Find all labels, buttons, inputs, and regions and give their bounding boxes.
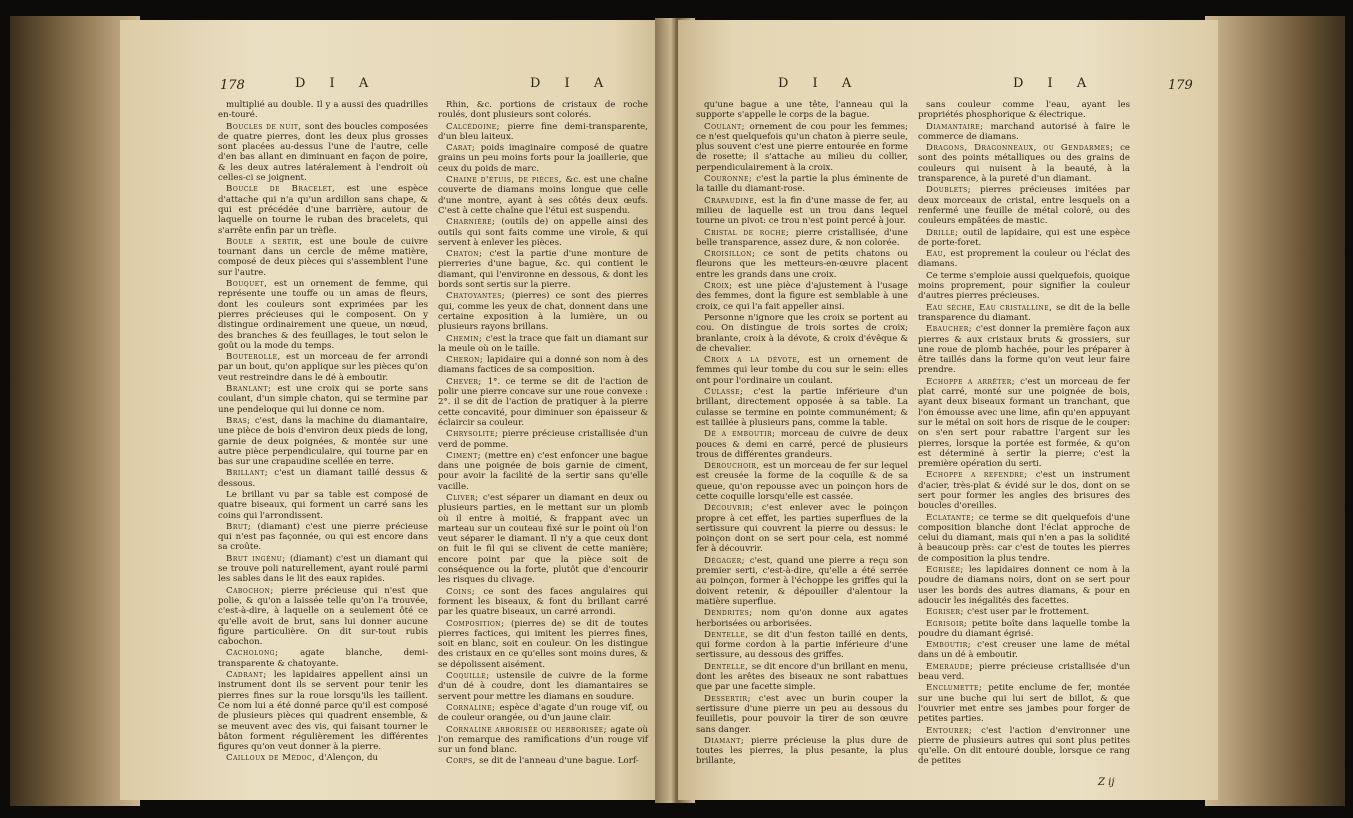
entry-term: Boucle de Bracelet, bbox=[226, 184, 347, 195]
entry-term: Ciment; bbox=[446, 450, 485, 461]
entry-text: ornement de cou pour les femmes; ce n'est quelquefois qu'un chaton à pierre seule, plus souvent c'est une pierre entourée en forme de rosette; il s'attache au milieu du collier, perpendiculairement à la croix. bbox=[696, 121, 908, 173]
entry-term: Bouquet, bbox=[226, 279, 275, 290]
entry-text: (diamant) c'est une pierre précieuse qui n'est pas façonnée, ou qui est encore dans sa croûte. bbox=[218, 521, 428, 553]
dictionary-entry bbox=[218, 100, 428, 121]
dictionary-entry bbox=[918, 607, 1130, 617]
dictionary-entry bbox=[696, 228, 908, 249]
entry-term: Dentelle, bbox=[704, 629, 754, 640]
entry-text: (outils de) on appelle ainsi des outils qui sont faits comme une virole, & qui servent à enlever les pièces. bbox=[438, 217, 648, 248]
dictionary-entry bbox=[218, 554, 428, 585]
entry-term: Eclatante; bbox=[926, 512, 979, 523]
entry-term: Chever; bbox=[446, 376, 488, 387]
dictionary-entry bbox=[218, 237, 428, 278]
entry-term: Eau sèche, Eau cristalline, bbox=[926, 302, 1057, 313]
entry-text: est une boule de cuivre tournant dans un cercle de même matière, composé de deux pièces qui s'assemblent l'une sur l'autre. bbox=[218, 236, 428, 278]
dictionary-entry bbox=[438, 429, 648, 450]
dictionary-entry bbox=[438, 100, 648, 121]
entry-term: Egriser; bbox=[926, 607, 968, 618]
entry-term: Corps, bbox=[446, 756, 480, 767]
entry-text: est une espèce d'attache qui n'a qu'un ardillon sans chape, & qui est précédée d'une barrière, autour de laquelle on tourne le ruban des bracelets, qui s'arrête enfin par un trèfle. bbox=[218, 184, 428, 236]
entry-term: Cornaline; bbox=[446, 702, 500, 713]
entry-term: Coins; bbox=[446, 586, 484, 597]
entry-text: c'est enlever avec le poinçon propre à cet effet, les parties superflues de la sertissure qui couvrent la pierre ou dessus: le poinçon dont on se sert pour cela, est nommé fer à découvrir. bbox=[696, 503, 908, 555]
entry-term: Enclumette; bbox=[926, 683, 989, 694]
entry-text: (pierres de) se dit de toutes pierres factices, qui imitent les pierres fines, soit en blanc, soit en couleur. On les distingue des cristaux en ce qu'elles sont moins dures, & se dépolissent aisément. bbox=[438, 618, 648, 670]
dictionary-entry bbox=[918, 271, 1130, 302]
entry-text: c'est creuser une lame de métal dans un dé à emboutir. bbox=[918, 640, 1130, 661]
dictionary-entry bbox=[696, 174, 908, 195]
dictionary-entry bbox=[918, 122, 1130, 143]
entry-text: 1°. ce terme se dit de l'action de polir une pierre concave sur une roue convexe : 2°. il se dit de l'action de pratiquer à la pierre cette concavité, pour diminuer son épaisseur & éclaircir sa couleur. bbox=[438, 376, 648, 428]
entry-term: Charnière; bbox=[446, 217, 502, 228]
right-column-2 bbox=[918, 100, 1130, 768]
dictionary-entry bbox=[218, 522, 428, 553]
dictionary-entry bbox=[918, 565, 1130, 606]
dictionary-entry bbox=[696, 122, 908, 173]
dictionary-entry bbox=[438, 334, 648, 355]
dictionary-entry bbox=[918, 324, 1130, 375]
entry-text: (diamant) c'est un diamant qui se trouve poli naturellement, ayant roulé parmi les sables dans le lit des eaux rapides. bbox=[218, 553, 428, 585]
entry-text: lapidaire qui a donné son nom à des diamans factices de sa composition. bbox=[438, 355, 648, 376]
dictionary-entry bbox=[696, 662, 908, 693]
entry-term: Diamant; bbox=[704, 735, 751, 746]
entry-text: agate où l'on remarque des ramifications d'un rouge vif sur un fond blanc. bbox=[438, 724, 648, 756]
signature-mark: Z ij bbox=[1098, 777, 1115, 788]
entry-text: pierre précieuse qui n'est que polie, & qu'on a laissée telle qu'on l'a trouvée, c'est-à-dire, à laquelle on a seulement ôté ce qu'elle avoit de brut, sans lui donner aucune figure particulière. On dit sur-tout rubis cabochon. bbox=[218, 585, 428, 648]
dictionary-entry bbox=[218, 384, 428, 415]
entry-term: Chemin; bbox=[446, 333, 486, 344]
entry-term: Dérouchoir, bbox=[704, 461, 764, 472]
entry-text: pierre précieuse cristallisée d'un beau verd. bbox=[918, 661, 1130, 683]
dictionary-entry bbox=[918, 249, 1130, 270]
entry-term: Dégager; bbox=[704, 555, 750, 566]
entry-term: Calcédoine; bbox=[446, 121, 508, 132]
entry-term: Composition; bbox=[446, 618, 511, 629]
dictionary-entry bbox=[438, 756, 648, 766]
dictionary-entry bbox=[218, 490, 428, 521]
dictionary-entry bbox=[438, 175, 648, 216]
dictionary-entry bbox=[438, 377, 648, 428]
entry-text: se dit de la belle transparence du diamant. bbox=[918, 302, 1130, 323]
entry-text: c'est avec un burin couper la sertissure d'une pierre un peu au dessous du feuilletis, pour pouvoir la tirer de son œuvre sans danger. bbox=[696, 693, 908, 735]
entry-term: Diamantaire; bbox=[926, 121, 991, 132]
dictionary-entry bbox=[438, 143, 648, 174]
entry-text: est proprement la couleur ou l'éclat des diamans. bbox=[918, 249, 1130, 270]
entry-text: marchand autorisé à faire le commerce de diamans. bbox=[918, 121, 1130, 142]
entry-text: Personne n'ignore que les croix se portent au cou. On distingue de trois sortes de croix; branlante, croix à la dévote, & croix d'évêque & de chevalier. bbox=[696, 312, 908, 354]
entry-term: Dé a emboutir; bbox=[704, 429, 781, 440]
entry-term: Brut; bbox=[226, 521, 258, 532]
entry-text: poids imaginaire composé de quatre grains un peu moins forts pour la joaillerie, que ceux du poids de marc. bbox=[438, 143, 648, 174]
dictionary-entry bbox=[438, 725, 648, 756]
dictionary-entry bbox=[918, 470, 1130, 511]
dictionary-entry bbox=[438, 291, 648, 332]
entry-term: Drille; bbox=[926, 227, 963, 238]
dictionary-entry bbox=[696, 196, 908, 227]
entry-term: Brillant; bbox=[226, 468, 275, 479]
dictionary-entry bbox=[438, 355, 648, 376]
entry-term: Chrysolite; bbox=[446, 429, 503, 440]
dictionary-entry bbox=[218, 753, 428, 763]
entry-text: ce terme se dit quelquefois d'une composition blanche dont l'éclat approche de celui du diamant, mais qui n'en a pas la solidité à beaucoup près: car c'est de toutes les pierres de composition la plus tendre. bbox=[918, 512, 1130, 564]
dictionary-entry bbox=[218, 352, 428, 383]
entry-term: Boule a sertir, bbox=[226, 236, 310, 247]
dictionary-entry bbox=[696, 630, 908, 661]
entry-term: Croix a la dévote, bbox=[704, 355, 809, 366]
dictionary-entry bbox=[438, 587, 648, 618]
left-column-1 bbox=[218, 100, 428, 765]
entry-text: sont des boucles composées de quatre pierres, dont les deux plus grosses sont placées au-dessus l'une de l'autre, celle d'en bas allant en diminuant en façon de poire, & les deux autres latéralement à l'endroit où celles-ci se joignent. bbox=[218, 121, 428, 184]
page-number-left: 178 bbox=[220, 78, 245, 93]
entry-term: Coquille; bbox=[446, 671, 497, 682]
dictionary-entry bbox=[696, 736, 908, 767]
entry-text: petite enclume de fer, montée sur une buche qui lui sert de billot, & que l'ouvrier met entre ses jambes pour forger de petites parties. bbox=[918, 683, 1130, 725]
entry-term: Dessertir; bbox=[704, 693, 759, 704]
entry-term: Croix; bbox=[704, 281, 739, 292]
entry-text: c'est, dans la machine du diamantaire, une pièce de bois d'environ deux pieds de long, garnie de deux poignées, & montée sur une autre pièce perpendiculaire, qui tourne par en bas sur une crapaudine scellée en terre. bbox=[218, 415, 428, 468]
running-head-right-2: D I A bbox=[1013, 76, 1097, 91]
dictionary-entry bbox=[918, 185, 1130, 226]
entry-text: est un morceau de fer sur lequel est creusée la forme de la coquille & de sa queue, qu'on repousse avec un poinçon hors de cette coquille lorsqu'elle est cassée. bbox=[696, 461, 908, 502]
entry-term: Doublets; bbox=[926, 185, 981, 196]
entry-text: est la fin d'une masse de fer, au milieu de laquelle est un trou dans lequel tourne un pivot: ce trou n'est point percé à jour. bbox=[696, 195, 908, 227]
entry-text: est une pièce d'ajustement à l'usage des femmes, dont la figure est semblable à une croix, ce qui l'a fait appeller ainsi. bbox=[696, 281, 908, 312]
entry-term: Cadrant; bbox=[226, 670, 274, 681]
dictionary-entry bbox=[696, 503, 908, 554]
dictionary-entry bbox=[696, 281, 908, 312]
entry-text: agate blanche, demi-transparente & chatoyante. bbox=[218, 648, 428, 669]
dictionary-entry bbox=[918, 513, 1130, 564]
entry-term: Brut ingénu; bbox=[226, 553, 290, 564]
dictionary-entry bbox=[438, 249, 648, 290]
entry-text: Rhin, &c. portions de cristaux de roche roulés, dont plusieurs sont colorés. bbox=[438, 100, 648, 121]
dictionary-entry bbox=[218, 648, 428, 669]
dictionary-entry bbox=[696, 556, 908, 607]
entry-term: Carat; bbox=[446, 143, 481, 154]
entry-text: est une croix qui se porte sans coulant, d'un simple chaton, qui se termine par une pendeloque qui lui donne ce nom. bbox=[218, 384, 428, 415]
entry-term: Chatoyantes; bbox=[446, 291, 512, 302]
left-page bbox=[120, 20, 668, 800]
dictionary-entry bbox=[438, 217, 648, 248]
entry-text: petite boîte dans laquelle tombe la poudre du diamant égrisé. bbox=[918, 618, 1130, 639]
entry-text: Le brillant vu par sa table est composé de quatre biseaux, qui forment un carré sans les coins qui l'arrondissent. bbox=[218, 489, 428, 521]
entry-term: Emboutir; bbox=[926, 640, 978, 651]
entry-text: c'est un instrument d'acier, très-plat & évidé sur le dos, dont on se sert pour former les angles des brisures des boucles d'oreilles. bbox=[918, 470, 1131, 512]
entry-text: est un ornement de femmes qui leur tombe du cou sur le sein: elles ont pour l'ordinaire un coulant. bbox=[696, 355, 908, 386]
right-column-1 bbox=[696, 100, 908, 768]
entry-text: pierres précieuses imitées par deux morceaux de cristal, entre lesquels on a renfermé une feuille de métal coloré, ou des couleurs empâtées de mastic. bbox=[918, 185, 1130, 227]
entry-text: sans couleur comme l'eau, ayant les propriétés phosphorique & électrique. bbox=[918, 100, 1130, 121]
entry-term: Découvrir; bbox=[704, 503, 762, 514]
dictionary-entry bbox=[696, 100, 908, 121]
dictionary-entry bbox=[696, 313, 908, 354]
entry-term: Dragons, Dragonneaux, ou Gendarmes; bbox=[926, 143, 1121, 154]
entry-text: c'est la trace que fait un diamant sur la meule où on le taille. bbox=[438, 333, 648, 354]
entry-term: Cheron; bbox=[446, 355, 487, 366]
entry-text: Ce terme s'emploie aussi quelquefois, quoique moins proprement, pour signifier la couleur d'autres pierres précieuses. bbox=[918, 270, 1130, 302]
entry-text: les lapidaires donnent ce nom à la poudre de diamans noirs, dont on se sert pour user les bords des autres diamans, & pour en adoucir les inégalités des facettes. bbox=[918, 565, 1130, 606]
entry-text: (mettre en) c'est enfoncer une bague dans une poignée de bois garnie de ciment, pour avoir la facilité de la sertir sans qu'elle vacille. bbox=[438, 450, 648, 492]
entry-term: Boucles de nuit, bbox=[226, 121, 305, 132]
entry-text: ustensile de cuivre de la forme d'un dé à coudre, dont les diamantaires se servent pour mettre les diamans en soudure. bbox=[438, 671, 648, 702]
dictionary-entry bbox=[696, 694, 908, 735]
entry-text: d'Alençon, du bbox=[318, 753, 379, 764]
dictionary-entry bbox=[696, 429, 908, 460]
entry-term: Crapaudine, bbox=[704, 195, 762, 206]
entry-text: se dit d'un feston taillé en dents, qui forme cordon à la partie inférieure d'une sertissure, au dessous des griffes. bbox=[696, 629, 908, 661]
entry-text: c'est l'action d'environner une pierre de plusieurs autres qui sont plus petites qu'elle. On dit entouré double, lorsque ce rang de petites bbox=[918, 725, 1130, 767]
entry-text: c'est, quand une pierre a reçu son premier serti, c'est-à-dire, qu'elle a été serrée au poinçon, former à l'échoppe les griffes qui la doivent retenir, & dépouiller d'alentour la matière superflue. bbox=[696, 555, 908, 607]
entry-text: c'est la partie la plus éminente de la taille du diamant-rose. bbox=[696, 174, 908, 195]
dictionary-entry bbox=[918, 619, 1130, 640]
entry-text: est un morceau de fer arrondi par un bout, qu'on applique sur les pièces qu'on veut restreindre dans le dé à emboutir. bbox=[218, 352, 429, 383]
entry-text: les lapidaires appellent ainsi un instrument dont ils se servent pour tenir les pierres fines sur la roue lorsqu'ils les taillent. Ce nom lui a été donné parce qu'il est composé de plusieurs pièces qui quadrent ensemble, & se meuvent avec des vis, qui faisant tourner le bâton forment régulièrement les différentes figures qu'on veut donner à la pierre. bbox=[218, 670, 428, 753]
entry-term: Echoppe a arrêter; bbox=[926, 376, 1021, 387]
open-book bbox=[10, 8, 1345, 813]
dictionary-entry bbox=[696, 387, 908, 428]
dictionary-entry bbox=[918, 377, 1130, 470]
entry-text: ce sont de petits chatons ou fleurons que les metteurs-en-œuvre placent entre les grands dans une croix. bbox=[696, 249, 908, 280]
entry-text: c'est la partie d'une monture de pierreries d'une bague, &c. qui contient le diamant, qui l'environne en dessous, & dont les bords sont sertis sur la pierre. bbox=[438, 249, 648, 291]
dictionary-entry bbox=[918, 303, 1130, 324]
dictionary-entry bbox=[438, 703, 648, 724]
entry-term: Couronne; bbox=[704, 174, 757, 185]
dictionary-entry bbox=[438, 122, 648, 143]
entry-text: nom qu'on donne aux agates herborisées ou arborisées. bbox=[696, 608, 908, 629]
left-column-2 bbox=[438, 100, 648, 768]
dictionary-entry bbox=[218, 279, 428, 351]
entry-text: se dit encore d'un brillant en menu, dont les arêtes des biseaux ne sont rabattues que par une facette simple. bbox=[696, 661, 908, 693]
entry-term: Eau, bbox=[926, 249, 951, 260]
dictionary-entry bbox=[218, 670, 428, 752]
entry-text: pierre fine demi-transparente, d'un bleu laiteux. bbox=[438, 121, 648, 142]
dictionary-entry bbox=[696, 608, 908, 629]
dictionary-entry bbox=[918, 640, 1130, 661]
entry-term: Cailloux de Médoc, bbox=[226, 753, 319, 764]
entry-term: Cornaline arborisée ou herborisée; bbox=[446, 724, 611, 735]
entry-text: se dit de l'anneau d'une bague. Lorf- bbox=[479, 756, 639, 767]
entry-term: Cabochon; bbox=[226, 585, 282, 596]
entry-term: Emeraude; bbox=[926, 661, 979, 672]
dictionary-entry bbox=[696, 249, 908, 280]
dictionary-entry bbox=[918, 100, 1130, 121]
entry-term: Entourer; bbox=[926, 725, 982, 736]
dictionary-entry bbox=[218, 122, 428, 184]
dictionary-entry bbox=[218, 468, 428, 489]
entry-text: espèce d'agate d'un rouge vif, ou de couleur orangée, ou d'un jaune clair. bbox=[438, 702, 649, 724]
dictionary-entry bbox=[218, 184, 428, 235]
entry-text: pierre précieuse cristallisée d'un verd de pomme. bbox=[438, 429, 648, 450]
entry-term: Egrisoir; bbox=[926, 618, 972, 629]
dictionary-entry bbox=[438, 619, 648, 670]
entry-text: outil de lapidaire, qui est une espèce de porte-foret. bbox=[918, 227, 1130, 248]
entry-term: Chaine d'étuis, de pièces, bbox=[446, 175, 566, 186]
entry-term: Echoppe a refendre; bbox=[926, 470, 1036, 481]
entry-text: pierre cristallisée, d'une belle transparence, assez dure, & non colorée. bbox=[696, 227, 908, 248]
entry-term: Dentelle, bbox=[704, 661, 752, 672]
entry-term: Chaton; bbox=[446, 249, 490, 260]
entry-term: Dendrites; bbox=[704, 608, 762, 619]
dictionary-entry bbox=[918, 143, 1130, 184]
entry-term: Cristal de roche; bbox=[704, 227, 796, 238]
entry-text: (pierres) ce sont des pierres qui, comme les yeux de chat, donnent dans une certaine exposition à la lumière, un ou plusieurs rayons brillans. bbox=[438, 291, 648, 333]
right-page bbox=[678, 20, 1218, 800]
entry-text: morceau de cuivre de deux pouces & demi en carré, percé de plusieurs trous de différentes grandeurs. bbox=[696, 429, 908, 460]
dictionary-entry bbox=[696, 461, 908, 502]
entry-text: c'est donner la première façon aux pierres & aux cristaux bruts & grossiers, sur une roue de plomb hachée, pour les préparer à être taillés dans la forme qu'on veut leur faire prendre. bbox=[918, 324, 1131, 376]
entry-term: Branlant; bbox=[226, 384, 278, 395]
entry-text: multiplié au double. Il y a aussi des quadrilles en-touré. bbox=[218, 100, 428, 121]
dictionary-entry bbox=[918, 726, 1130, 767]
entry-text: est un ornement de femme, qui représente une touffe ou un amas de fleurs, dont les couleurs sont exprimées par les pierres précieuses qui le composent. On y distingue ordinairement une queue, un nœud, des branches & des feuillages, le tout selon le goût ou la mode du temps. bbox=[218, 279, 428, 351]
running-head-right-1: D I A bbox=[778, 76, 862, 91]
entry-term: Bouterolle, bbox=[226, 352, 287, 363]
entry-term: Egrisée; bbox=[926, 565, 969, 576]
entry-term: Cliver; bbox=[446, 492, 483, 503]
dictionary-entry bbox=[438, 493, 648, 586]
entry-text: c'est un diamant taillé dessus & dessous. bbox=[218, 468, 428, 489]
dictionary-entry bbox=[918, 683, 1130, 724]
entry-text: &c. est une chaîne couverte de diamans moins longue que celle d'une montre, ayant à ses côtés deux œufs. C'est à cette chaîne que l'étui est suspendu. bbox=[438, 175, 648, 216]
entry-term: Coulant; bbox=[704, 121, 750, 132]
entry-text: pierre précieuse la plus dure de toutes les pierres, la plus pesante, la plus brillante, bbox=[696, 735, 908, 767]
entry-text: c'est séparer un diamant en deux ou plusieurs parties, en le mettant sur un plomb où il entre à moitié, & frappant avec un marteau sur un couteau fixé sur le point où l'on veut séparer le diamant. Il n'y a que ceux dont on fuit le fil qui se clivent de cette manière; encore point par que la pièce soit de conséquence ou la forte, plutôt que d'encourir les risques du clivage. bbox=[438, 492, 648, 586]
right-page-edges bbox=[1205, 16, 1345, 806]
running-head-left-1: D I A bbox=[295, 76, 379, 91]
entry-term: Ebaucher; bbox=[926, 324, 976, 335]
entry-text: qu'une bague a une tête, l'anneau qui la supporte s'appelle le corps de la bague. bbox=[696, 100, 908, 121]
running-head-left-2: D I A bbox=[530, 76, 614, 91]
entry-text: c'est la partie inférieure d'un brillant, directement opposée à sa table. La culasse se termine en pointe communément; & est taillée à plusieurs pans, comme la table. bbox=[696, 387, 908, 428]
dictionary-entry bbox=[438, 451, 648, 492]
entry-text: c'est user par le frottement. bbox=[967, 607, 1090, 618]
dictionary-entry bbox=[438, 671, 648, 702]
entry-term: Croisillon; bbox=[704, 249, 764, 260]
dictionary-entry bbox=[918, 228, 1130, 249]
page-number-right: 179 bbox=[1168, 78, 1193, 93]
dictionary-entry bbox=[696, 355, 908, 386]
entry-term: Bras; bbox=[226, 415, 255, 426]
dictionary-entry bbox=[918, 662, 1130, 683]
entry-text: c'est un morceau de fer plat carré, monté sur une poignée de bois, ayant deux biseaux formant un tranchant, que l'on émousse avec une lime, afin qu'en appuyant sur le métal on soit hors de risque de le couper: on s'en sert pour rabattre l'argent sur les pierres, lorsque la portée est formée, & qu'on est déterminé à sertir la pierre; c'est la première opération du serti. bbox=[918, 376, 1130, 470]
entry-term: Culasse; bbox=[704, 387, 754, 398]
entry-text: ce sont des faces angulaires qui forment les biseaux, & font du brillant carré par les quatre biseaux, un carré arrondi. bbox=[438, 586, 648, 618]
dictionary-entry bbox=[218, 416, 428, 467]
dictionary-entry bbox=[218, 586, 428, 648]
entry-term: Cacholong; bbox=[226, 648, 301, 659]
entry-text: ce sont des points métalliques ou des grains de couleurs qui nuisent à la beauté, à la transparence, à la pureté d'un diamant. bbox=[918, 143, 1130, 185]
